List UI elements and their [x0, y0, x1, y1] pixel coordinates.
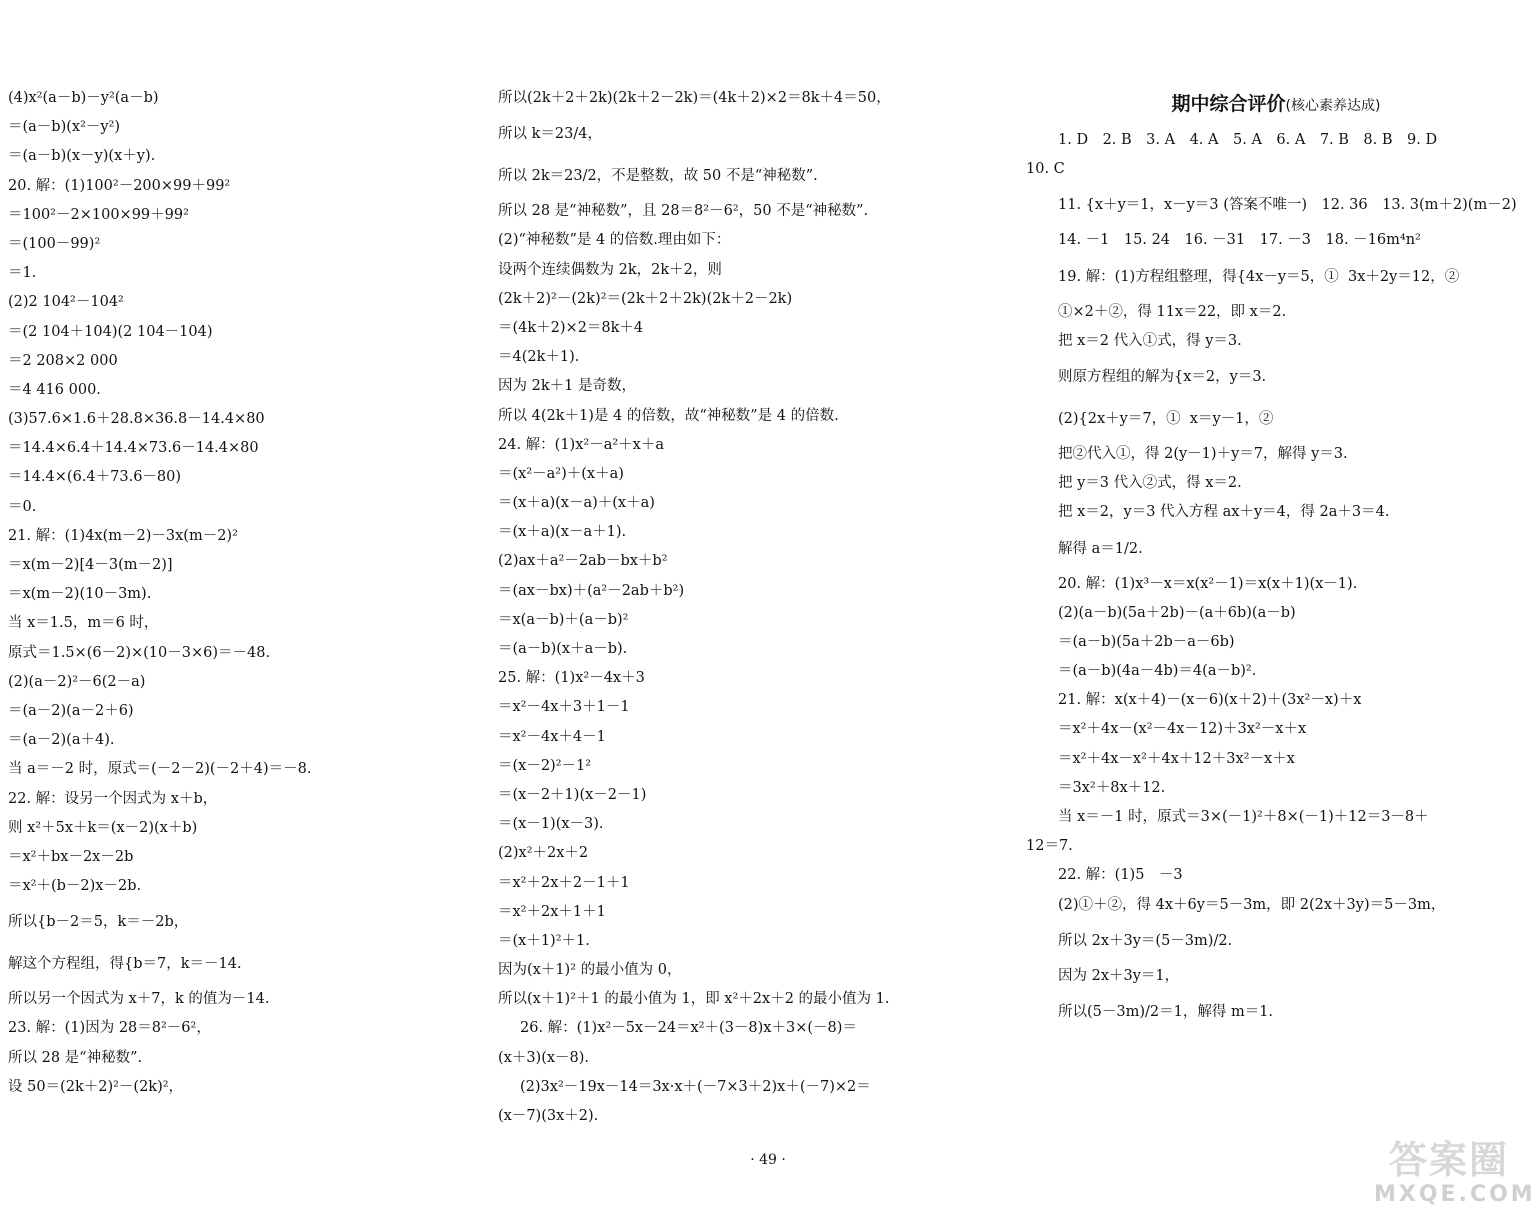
text-line: (2)“神秘数”是 4 的倍数.理由如下：	[498, 232, 731, 249]
answer-line: 10. C	[1026, 161, 1065, 178]
text-line: 22. 解：设另一个因式为 x＋b，	[8, 790, 218, 807]
answer-line: 所以 2x＋3y＝(5－3m)/2.	[1058, 932, 1233, 949]
text-line: ＝x²－4x＋4－1	[498, 728, 606, 745]
text-line: 所以(x＋1)²＋1 的最小值为 1，即 x²＋2x＋2 的最小值为 1.	[498, 991, 890, 1008]
text-line: 23. 解：(1)因为 28＝8²－6²，	[8, 1020, 211, 1037]
answer-line: 把②代入①，得 2(y－1)＋y＝7，解得 y＝3.	[1058, 445, 1348, 462]
text-line: ＝4(2k＋1).	[498, 349, 580, 366]
answer-line: 14. －1 15. 24 16. －31 17. －3 18. －16m⁴n²	[1058, 232, 1421, 249]
watermark-text-cn: 答案圈	[1388, 1138, 1509, 1182]
answer-line: 因为 2x＋3y＝1，	[1058, 967, 1180, 984]
answer-line: 所以(5－3m)/2＝1，解得 m＝1.	[1058, 1003, 1274, 1020]
text-line: (x－7)(3x＋2).	[498, 1108, 599, 1124]
text-line: (2)2 104²－104²	[8, 294, 124, 311]
equation-system-line: 解这个方程组，得{b＝7，k＝－14.	[8, 956, 242, 973]
text-line: (2)3x²－19x－14＝3x·x＋(－7×3＋2)x＋(－7)×2＝	[520, 1078, 871, 1095]
fraction-line: 所以 2k＝23/2，不是整数，故 50 不是“神秘数”.	[498, 168, 818, 185]
text-line: ＝x²－4x＋3＋1－1	[498, 699, 630, 716]
text-line: (3)57.6×1.6＋28.8×36.8－14.4×80	[8, 411, 265, 428]
text-line: ＝x²＋2x＋2－1＋1	[498, 874, 630, 891]
answer-line: 把 x＝2，y＝3 代入方程 ax＋y＝4，得 2a＋3＝4.	[1058, 504, 1390, 521]
fraction-line: 所以 k＝23/4，	[498, 126, 602, 143]
left-column	[8, 84, 498, 1102]
text-line: ＝2 208×2 000	[8, 352, 118, 369]
text-line: ＝0.	[8, 498, 37, 515]
answer-line: (2)(a－b)(5a＋2b)－(a＋6b)(a－b)	[1058, 604, 1296, 621]
answer-line: 1. D 2. B 3. A 4. A 5. A 6. A 7. B 8. B 9. D	[1058, 132, 1438, 148]
text-line: 设 50＝(2k＋2)²－(2k)²，	[8, 1078, 184, 1095]
text-line: ＝(x²－a²)＋(x＋a)	[498, 465, 624, 482]
text-line: 21. 解：(1)4x(m－2)－3x(m－2)²	[8, 527, 238, 544]
text-line: 原式＝1.5×(6－2)×(10－3×6)＝－48.	[8, 644, 271, 661]
text-line: ＝(ax－bx)＋(a²－2ab＋b²)	[498, 582, 685, 599]
answer-line: (2){2x＋y＝7，① x＝y－1，②	[1058, 410, 1274, 427]
equation-system-line: 所以{b－2＝5，k＝－2b，	[8, 914, 189, 931]
text-line: ＝(a－b)(x²－y²)	[8, 119, 121, 136]
text-line: ＝4 416 000.	[8, 381, 101, 398]
text-line: ＝(4k＋2)×2＝8k＋4	[498, 319, 644, 336]
answer-line: 当 x＝－1 时，原式＝3×(－1)²＋8×(－1)＋12＝3－8＋	[1058, 809, 1429, 825]
text-line: 当 a＝－2 时，原式＝(－2－2)(－2＋4)＝－8.	[8, 761, 312, 778]
text-line: ＝(x－1)(x－3).	[498, 816, 604, 833]
text-line: ＝(2 104＋104)(2 104－104)	[8, 323, 213, 340]
answer-line: 20. 解：(1)x³－x＝x(x²－1)＝x(x＋1)(x－1).	[1058, 575, 1358, 592]
answer-line: 把 y＝3 代入②式，得 x＝2.	[1058, 475, 1242, 492]
answer-line: (2)①＋②，得 4x＋6y＝5－3m，即 2(2x＋3y)＝5－3m，	[1058, 896, 1446, 913]
text-line: ＝(a－2)(a＋4).	[8, 732, 115, 749]
text-line: ＝14.4×6.4＋14.4×73.6－14.4×80	[8, 440, 259, 457]
text-line: 所以(2k＋2＋2k)(2k＋2－2k)＝(4k＋2)×2＝8k＋4＝50，	[498, 90, 891, 106]
text-line: (2k＋2)²－(2k)²＝(2k＋2＋2k)(2k＋2－2k)	[498, 290, 793, 307]
text-line: ＝(x＋1)²＋1.	[498, 932, 590, 949]
text-line: (2)ax＋a²－2ab－bx＋b²	[498, 553, 668, 570]
section-title-main: 期中综合评价	[1171, 93, 1286, 115]
text-line: ＝(x－2)²－1²	[498, 757, 592, 774]
section-title	[1026, 84, 1526, 124]
answer-line: 解得 a＝1/2.	[1058, 540, 1143, 557]
text-line: ＝14.4×(6.4＋73.6－80)	[8, 469, 182, 486]
text-line: 24. 解：(1)x²－a²＋x＋a	[498, 436, 664, 453]
answer-line: 19. 解：(1)方程组整理，得{4x－y＝5，① 3x＋2y＝12，②	[1058, 268, 1460, 285]
text-line: ＝100²－2×100×99＋99²	[8, 206, 189, 223]
answer-line: 12＝7.	[1026, 838, 1073, 855]
answer-line: ＝(a－b)(5a＋2b－a－6b)	[1058, 633, 1235, 650]
answer-line: ＝(a－b)(4a－4b)＝4(a－b)².	[1058, 663, 1257, 680]
text-line: 所以另一个因式为 x＋7，k 的值为－14.	[8, 991, 270, 1008]
text-line: ＝1.	[8, 265, 37, 282]
middle-column	[498, 84, 998, 1131]
text-line: ＝(x＋a)(x－a)＋(x＋a)	[498, 495, 655, 512]
text-line: ＝x²＋bx－2x－2b	[8, 848, 134, 865]
text-line: 所以 28 是“神秘数”.	[8, 1049, 143, 1066]
text-line: (x＋3)(x－8).	[498, 1049, 590, 1066]
text-line: ＝(a－2)(a－2＋6)	[8, 702, 134, 719]
answer-line: 21. 解：x(x＋4)－(x－6)(x＋2)＋(3x²－x)＋x	[1058, 692, 1362, 709]
text-line: ＝x(a－b)＋(a－b)²	[498, 611, 629, 628]
text-line: (2)x²＋2x＋2	[498, 845, 589, 862]
text-line: 则 x²＋5x＋k＝(x－2)(x＋b)	[8, 819, 198, 836]
text-line: ＝x²＋2x＋1＋1	[498, 903, 606, 920]
text-line: 因为 2k＋1 是奇数，	[498, 378, 636, 395]
answer-line: ＝x²＋4x－(x²－4x－12)＋3x²－x＋x	[1058, 721, 1307, 738]
answer-line: 把 x＝2 代入①式，得 y＝3.	[1058, 332, 1242, 349]
text-line: (2)(a－2)²－6(2－a)	[8, 673, 146, 690]
section-title-sub: (核心素养达成)	[1285, 98, 1381, 114]
text-line: ＝(x－2＋1)(x－2－1)	[498, 786, 647, 803]
watermark-logo	[1374, 1138, 1536, 1218]
text-line: ＝x²＋(b－2)x－2b.	[8, 878, 142, 895]
text-line: ＝(100－99)²	[8, 235, 101, 252]
text-line: ＝(a－b)(x＋a－b).	[498, 641, 628, 657]
text-line: 20. 解：(1)100²－200×99＋99²	[8, 177, 231, 194]
right-column	[1026, 84, 1526, 1033]
text-line: 所以 4(2k＋1)是 4 的倍数，故“神秘数”是 4 的倍数.	[498, 407, 839, 424]
text-line: 所以 28 是“神秘数”，且 28＝8²－6²，50 不是“神秘数”.	[498, 203, 869, 220]
text-line: ＝x(m－2)[4－3(m－2)]	[8, 557, 173, 573]
answer-line: 则原方程组的解为{x＝2，y＝3.	[1058, 368, 1267, 385]
text-line: 26. 解：(1)x²－5x－24＝x²＋(3－8)x＋3×(－8)＝	[520, 1020, 857, 1037]
answer-line: ①×2＋②，得 11x＝22，即 x＝2.	[1058, 303, 1287, 320]
text-line: 25. 解：(1)x²－4x＋3	[498, 670, 645, 687]
answer-line: 11. {x＋y＝1，x－y＝3 (答案不唯一) 12. 36 13. 3(m＋2)(m－2)	[1058, 197, 1517, 214]
text-line: (4)x²(a－b)－y²(a－b)	[8, 90, 159, 106]
text-line: ＝(a－b)(x－y)(x＋y).	[8, 148, 156, 165]
text-line: ＝x(m－2)(10－3m).	[8, 586, 152, 603]
watermark-text-en: MXQE.COM	[1374, 1182, 1536, 1207]
text-line: 因为(x＋1)² 的最小值为 0，	[498, 962, 682, 979]
text-line: ＝(x＋a)(x－a＋1).	[498, 524, 627, 541]
answer-line: ＝3x²＋8x＋12.	[1058, 779, 1166, 796]
text-line: 设两个连续偶数为 2k，2k＋2，则	[498, 261, 722, 278]
answer-line: 22. 解：(1)5 －3	[1058, 867, 1183, 884]
answer-line: ＝x²＋4x－x²＋4x＋12＋3x²－x＋x	[1058, 750, 1295, 767]
page-number: · 49 ·	[750, 1152, 786, 1168]
text-line: 当 x＝1.5，m＝6 时，	[8, 615, 159, 632]
